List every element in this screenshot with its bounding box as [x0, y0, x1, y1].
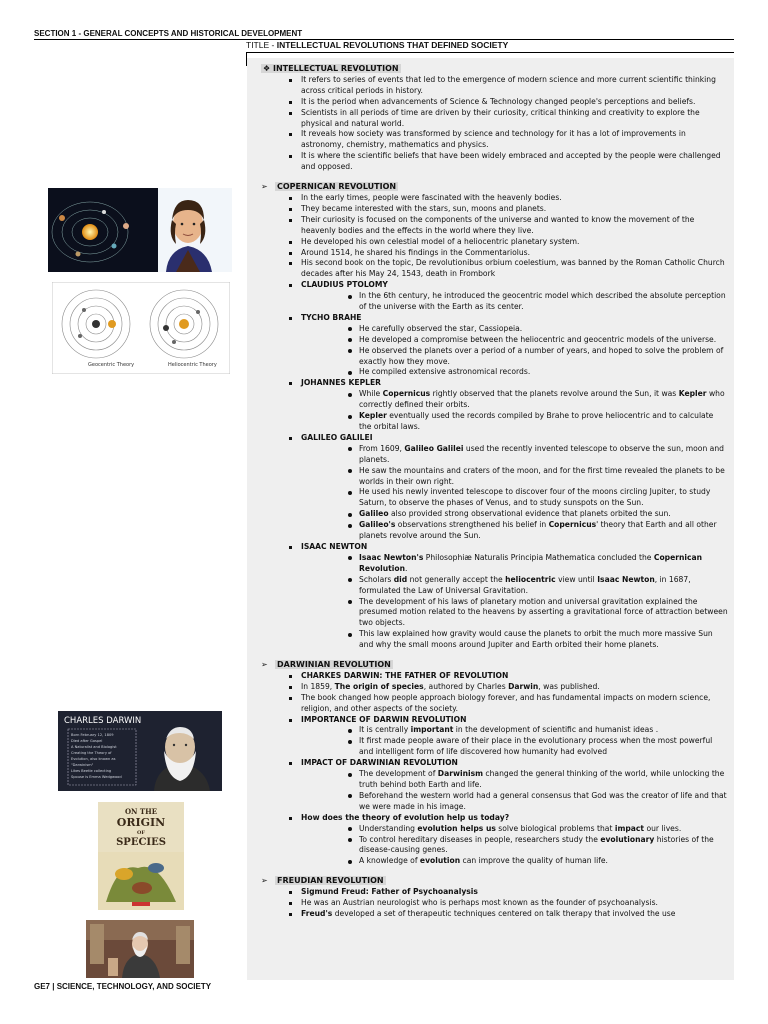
page-footer: GE7 | SCIENCE, TECHNOLOGY, AND SOCIETY: [34, 982, 212, 991]
geocentric-caption: Geocentric Theory: [88, 362, 135, 368]
sub-list-item: From 1609, Galileo Galilei used the recently invented telescope to observe the sun, moon and planets.: [301, 444, 728, 466]
list-item: In 1859, The origin of species, authored by Charles Darwin, was published.: [261, 682, 728, 693]
heliocentric-caption: Heliocentric Theory: [168, 362, 217, 368]
section-heading: DARWINIAN REVOLUTION: [277, 660, 391, 670]
darwin-note: Evolution, also known as: [71, 757, 116, 761]
book-title-line4: SPECIES: [116, 837, 166, 848]
sub-list-item: This law explained how gravity would cause the planets to orbit the much more massive Sun and why the small moons around Jupiter and Earth orbited their home planets.: [301, 629, 728, 651]
sub-list-item: In the 6th century, he introduced the geocentric model which described the absolute perception of the universe with the Earth as its center.: [301, 291, 728, 313]
sigmund-freud-image: [86, 920, 194, 978]
list-item: It is where the scientific beliefs that have been widely embraced and accepted by the people were challenged and opposed.: [261, 151, 728, 173]
arrow-bullet-icon: ➢: [261, 660, 268, 670]
sub-list-item: He compiled extensive astronomical records.: [301, 367, 728, 378]
sub-list-item: Galileo also provided strong observational evidence that planets orbited the sun.: [301, 509, 728, 520]
darwin-note: "Darwinism": [71, 763, 94, 767]
darwin-note: Likes Beetle collecting: [71, 769, 112, 773]
list-item: His second book on the topic, De revolutionibus orbium coelestium, was banned by the Roman Catholic Church decades after his May 24, 1543, death in Frombork: [261, 258, 728, 280]
list-item: The book changed how people approach biology forever, and has fundamental impacts on modern science, religion, and other aspects of the society.: [261, 693, 728, 715]
intellectual-list: [261, 75, 728, 173]
copernicus-image: [48, 188, 232, 272]
sub-list-item: He observed the planets over a period of a number of years, and hoped to solve the problem of exactly how they move.: [301, 346, 728, 368]
subheading-evolution-help: How does the theory of evolution help us today? Understanding evolution helps us solve biological problems that impact our lives. To control hereditary diseases in people, researchers study the evolutionary histories of the disease-causing genes. A knowledge of evolution can improve the quality of human life.: [261, 813, 728, 868]
list-item: Their curiosity is focused on the components of the universe and wanted to know the movement of the heavenly bodies and the effects in the world where they live.: [261, 215, 728, 237]
book-title-line2: ORIGIN: [116, 816, 166, 829]
sub-list-item: A knowledge of evolution can improve the quality of human life.: [301, 856, 728, 867]
charles-darwin-image: [58, 711, 222, 791]
darwin-note: Creating the Theory of: [71, 751, 112, 755]
sub-list-item: The development of his laws of planetary motion and universal gravitation explained the presumed motion related to the heavens by asserting a gravitational force of attraction between two objects.: [301, 597, 728, 630]
darwin-note: Born February 12, 1809: [71, 733, 114, 737]
darwin-note: Spouse is Emma Wedgwood: [71, 775, 122, 779]
sub-list-item: He carefully observed the star, Cassiopeia.: [301, 324, 728, 335]
darwin-note: A Naturalist and Biologist: [71, 745, 117, 749]
freudian-list: [261, 887, 728, 920]
sub-list-item: It is centrally important in the development of scientific and humanist ideas .: [301, 725, 728, 736]
sub-list-item: To control hereditary diseases in people, researchers study the evolutionary histories of the disease-causing genes.: [301, 835, 728, 857]
subheading-brahe: TYCHO BRAHE He carefully observed the star, Cassiopeia. He developed a compromise between the heliocentric and geocentric models of the universe. He observed the planets over a period of a number of years, and hoped to solve the problem of exactly how they move. He compiled extensive astronomical records.: [261, 313, 728, 378]
darwinian-list: [261, 671, 728, 867]
sub-list-item: It first made people aware of their place in the evolutionary process when the most powerful and intelligent form of life discovered how humanity had evolved: [301, 736, 728, 758]
list-item: Around 1514, he shared his findings in the Commentariolus.: [261, 248, 728, 259]
arrow-bullet-icon: ➢: [261, 876, 268, 886]
sub-list-item: Galileo's observations strengthened his belief in Copernicus' theory that Earth and all other planets revolve around the Sun.: [301, 520, 728, 542]
section-title-darwinian: [261, 660, 728, 671]
sub-list-item: He used his newly invented telescope to discover four of the moons circling Jupiter, to study Saturn, to observe the phases of Venus, and to study sunspots on the Sun.: [301, 487, 728, 509]
main-content: [247, 58, 734, 980]
section-title-freudian: [261, 876, 728, 887]
subheading-kepler: JOHANNES KEPLER While Copernicus rightly observed that the planets revolve around the Sun, it was Kepler who correctly defined their orbits. Kepler eventually used the records compiled by Brahe to prove heliocentric and to calculate the orbital laws.: [261, 378, 728, 433]
subheading-impact: IMPACT OF DARWINIAN REVOLUTION The development of Darwinism changed the general thinking of the world, while unlocking the truth behind both Earth and life. Beforehand the western world had a general consensus that God was the creator of life and that we were made in his image.: [261, 758, 728, 813]
subheading-importance: IMPORTANCE OF DARWIN REVOLUTION It is centrally important in the development of scientific and humanist ideas . It first made people aware of their place in the evolutionary process when the most powerful and intelligent form of life discovered how humanity had evolved: [261, 715, 728, 759]
subheading-galileo: GALILEO GALILEI From 1609, Galileo Galilei used the recently invented telescope to observe the sun, moon and planets. He saw the mountains and craters of the moon, and for the first time revealed the planets to be worlds in their own right. He used his newly invented telescope to discover four of the moons circling Jupiter, to study Saturn, to observe the phases of Venus, and to study sunspots on the Sun. Galileo also provided strong observational evidence that planets orbited the sun. Galileo's observations strengthened his belief in Copernicus' theory that Earth and all other planets revolve around the Sun.: [261, 433, 728, 542]
subheading-freud: Sigmund Freud: Father of Psychoanalysis: [261, 887, 728, 898]
list-item: Scientists in all periods of time are driven by their curiosity, critical thinking and creativity to explore the physical and natural world.: [261, 108, 728, 130]
image-column: [34, 52, 246, 980]
list-item: It refers to series of events that led to the emergence of modern science and more current scientific thinking across critical periods in history.: [261, 75, 728, 97]
sub-list-item: Scholars did not generally accept the heliocentric view until Isaac Newton, in 1687, formulated the Law of Universal Gravitation.: [301, 575, 728, 597]
book-title-line3: OF: [137, 830, 145, 836]
list-item: He was an Austrian neurologist who is perhaps most known as the founder of psychoanalysis.: [261, 898, 728, 909]
list-item: It reveals how society was transformed by science and technology for it has a lot of improvements in astronomy, chemistry, mathematics and physics.: [261, 129, 728, 151]
arrow-bullet-icon: ➢: [261, 182, 268, 192]
list-item: It is the period when advancements of Science & Technology changed people's perceptions and beliefs.: [261, 97, 728, 108]
darwin-note: Died after Gospel: [71, 739, 103, 743]
sub-list-item: The development of Darwinism changed the general thinking of the world, while unlocking the truth behind both Earth and life.: [301, 769, 728, 791]
subheading-darwin-father: CHARKES DARWIN: THE FATHER OF REVOLUTION: [261, 671, 728, 682]
section-heading: FREUDIAN REVOLUTION: [277, 876, 384, 886]
copernican-list: [261, 193, 728, 651]
section-title-intellectual: [261, 64, 728, 75]
sub-list-item: Kepler eventually used the records compiled by Brahe to prove heliocentric and to calculate the orbital laws.: [301, 411, 728, 433]
darwin-banner-title: CHARLES DARWIN: [64, 716, 142, 726]
section-header: SECTION 1 - GENERAL CONCEPTS AND HISTORICAL DEVELOPMENT: [34, 29, 734, 40]
list-item: They became interested with the stars, sun, moons and planets.: [261, 204, 728, 215]
geocentric-heliocentric-diagram: [52, 282, 230, 374]
sub-list-item: He saw the mountains and craters of the moon, and for the first time revealed the planets to be worlds in their own right.: [301, 466, 728, 488]
list-item: In the early times, people were fascinated with the heavenly bodies.: [261, 193, 728, 204]
page-title: INTELLECTUAL REVOLUTIONS THAT DEFINED SOCIETY: [276, 40, 509, 50]
sub-list-item: Isaac Newton's Philosophiæ Naturalis Principia Mathematica concluded the Copernican Revolution.: [301, 553, 728, 575]
title-label: TITLE -: [246, 40, 277, 50]
list-item: He developed his own celestial model of a heliocentric planetary system.: [261, 237, 728, 248]
book-title-line1: ON THE: [124, 807, 158, 816]
subheading-newton: ISAAC NEWTON Isaac Newton's Philosophiæ Naturalis Principia Mathematica concluded the Copernican Revolution. Scholars did not generally accept the heliocentric view until Isaac Newton, in 1687, formulated the Law of Universal Gravitation. The development of his laws of planetary motion and universal gravitation explained the presumed motion related to the heavens by asserting a gravitational force of attraction between two objects. This law explained how gravity would cause the planets to orbit the much more massive Sun and why the small moons around Jupiter and Earth orbited their home planets.: [261, 542, 728, 651]
list-item: Freud's developed a set of therapeutic techniques centered on talk therapy that involved the use: [261, 909, 728, 920]
sub-list-item: He developed a compromise between the heliocentric and geocentric models of the universe.: [301, 335, 728, 346]
subheading-ptolomy: CLAUDIUS PTOLOMY In the 6th century, he introduced the geocentric model which described the absolute perception of the universe with the Earth as its center.: [261, 280, 728, 313]
section-heading: INTELLECTUAL REVOLUTION: [272, 64, 399, 73]
title-row: [246, 40, 734, 53]
section-heading: COPERNICAN REVOLUTION: [277, 182, 397, 192]
sub-list-item: Beforehand the western world had a general consensus that God was the creator of life and that we were made in his image.: [301, 791, 728, 813]
diamond-bullet-icon: ❖: [263, 64, 273, 73]
sub-list-item: While Copernicus rightly observed that the planets revolve around the Sun, it was Kepler who correctly defined their orbits.: [301, 389, 728, 411]
section-title-copernican: [261, 182, 728, 193]
sub-list-item: Understanding evolution helps us solve biological problems that impact our lives.: [301, 824, 728, 835]
origin-of-species-cover: [98, 802, 184, 910]
